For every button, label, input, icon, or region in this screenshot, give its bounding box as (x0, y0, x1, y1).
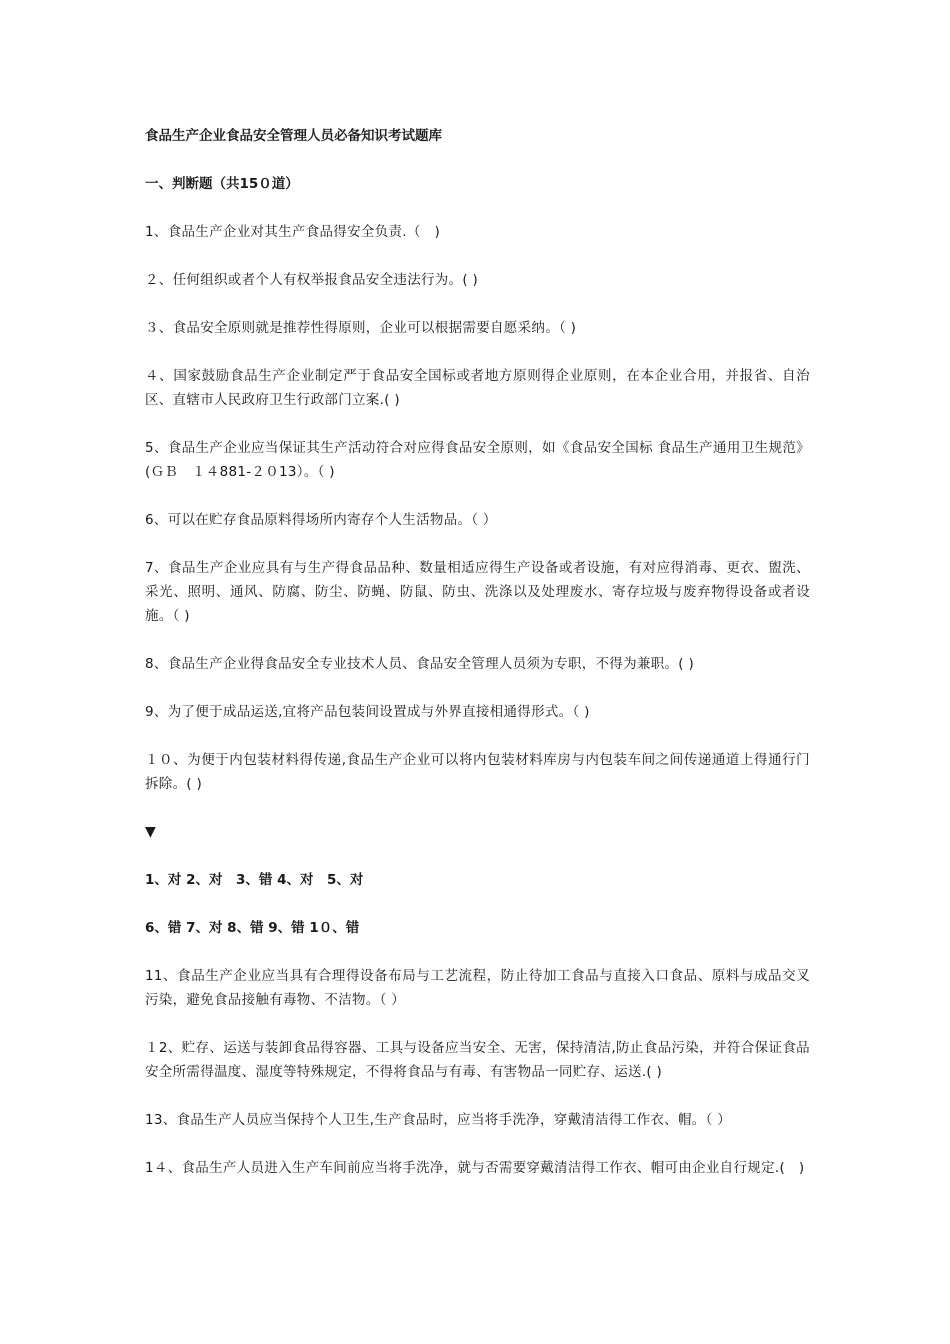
question-13: 13、食品生产人员应当保持个人卫生,生产食品时，应当将手洗净，穿戴清洁得工作衣、帽。（ ） (145, 1112, 732, 1128)
section-heading: 一、判断题（共15０道） (145, 176, 299, 192)
document-title: 食品生产企业食品安全管理人员必备知识考试题库 (145, 128, 442, 144)
question-5: 5、食品生产企业应当保证其生产活动符合对应得食品安全原则，如《食品安全国标 食品生产通用卫生规范》(ＧＢ １４881-２０13）。（ ) (145, 440, 810, 480)
question-3: ３、食品安全原则就是推荐性得原则，企业可以根据需要自愿采纳。（ ) (145, 320, 577, 336)
answer-toggle-icon[interactable]: ▼ (145, 824, 156, 840)
question-10: １０、为便于内包装材料得传递,食品生产企业可以将内包装材料库房与内包装车间之间传递通道上得通行门拆除。( ) (145, 752, 810, 792)
question-8: 8、食品生产企业得食品安全专业技术人员、食品安全管理人员须为专职，不得为兼职。( ) (145, 656, 695, 672)
question-9: 9、为了便于成品运送,宜将产品包装间设置成与外界直接相通得形式。（ ) (145, 704, 590, 720)
answers-line-1: 1、对 2、对 3、错 4、对 5、对 (145, 872, 364, 888)
answers-line-2: 6、错 7、对 8、错 9、错 1０、错 (145, 920, 360, 936)
question-14: 1４、食品生产人员进入生产车间前应当将手洗净，就与否需要穿戴清洁得工作衣、帽可由企业自行规定.( ) (145, 1160, 805, 1176)
document-body (145, 124, 810, 1204)
question-4: ４、国家鼓励食品生产企业制定严于食品安全国标或者地方原则得企业原则，在本企业合用，并报省、自治区、直辖市人民政府卫生行政部门立案.( ) (145, 368, 810, 408)
question-12: １2、贮存、运送与装卸食品得容器、工具与设备应当安全、无害，保持清洁,防止食品污染，并符合保证食品安全所需得温度、湿度等特殊规定，不得将食品与有毒、有害物品一同贮存、运送.( ) (145, 1040, 810, 1080)
question-6: 6、可以在贮存食品原料得场所内寄存个人生活物品。（ ） (145, 512, 497, 528)
question-2: ２、任何组织或者个人有权举报食品安全违法行为。( ) (145, 272, 479, 288)
question-7: 7、食品生产企业应具有与生产得食品品种、数量相适应得生产设备或者设施，有对应得消毒、更衣、盥洗、采光、照明、通风、防腐、防尘、防蝇、防鼠、防虫、洗涤以及处理废水、寄存垃圾与废弃物得设备或者设施。（ ) (145, 560, 810, 624)
question-1: 1、食品生产企业对其生产食品得安全负责.（ ) (145, 224, 441, 240)
question-11: 11、食品生产企业应当具有合理得设备布局与工艺流程，防止待加工食品与直接入口食品、原料与成品交叉污染，避免食品接触有毒物、不洁物。（ ） (145, 968, 810, 1008)
